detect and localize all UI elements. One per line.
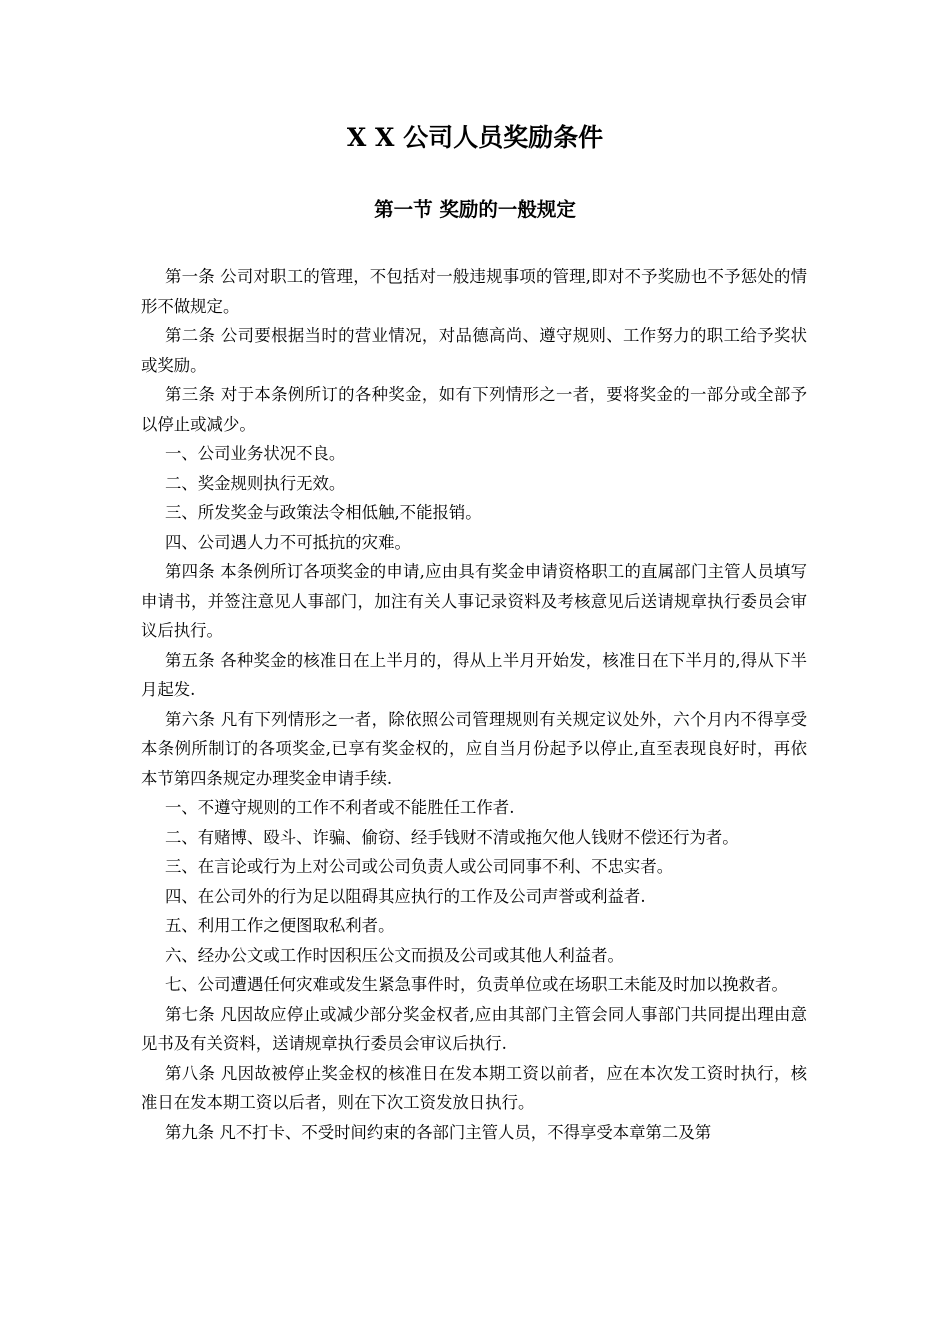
paragraph: 第四条 本条例所订各项奖金的申请,应由具有奖金申请资格职工的直属部门主管人员填写申请书，并签注意见人事部门，加注有关人事记录资料及考核意见后送请规章执行委员会审议后执行。 — [141, 562, 807, 640]
paragraph: 第九条 凡不打卡、不受时间约束的各部门主管人员，不得享受本章第二及第 — [165, 1122, 712, 1142]
section-title: 第一节 奖励的一般规定 — [374, 198, 576, 221]
paragraph: 第二条 公司要根据当时的营业情况，对品德高尚、遵守规则、工作努力的职工给予奖状或奖励。 — [141, 326, 807, 375]
list-item: 四、在公司外的行为足以阻碍其应执行的工作及公司声誉或利益者. — [165, 886, 646, 906]
paragraph: 第一条 公司对职工的管理，不包括对一般违规事项的管理,即对不予奖励也不予惩处的情形不做规定。 — [141, 267, 807, 316]
list-item: 一、公司业务状况不良。 — [165, 444, 346, 463]
list-item: 二、有赌博、殴斗、诈骗、偷窃、经手钱财不清或拖欠他人钱财不偿还行为者。 — [165, 827, 739, 847]
list-item: 七、公司遭遇任何灾难或发生紧急事件时，负责单位或在场职工未能及时加以挽救者。 — [165, 975, 788, 994]
list-item: 二、奖金规则执行无效。 — [165, 473, 346, 493]
list-item: 五、利用工作之便图取私利者。 — [165, 916, 395, 935]
list-item: 六、经办公文或工作时因积压公文而损及公司或其他人利益者。 — [165, 945, 624, 965]
paragraph: 第五条 各种奖金的核准日在上半月的，得从上半月开始发，核准日在下半月的,得从下半月起发. — [141, 650, 807, 699]
document-title: X X 公司人员奖励条件 — [346, 123, 604, 152]
paragraph: 第八条 凡因故被停止奖金权的核准日在发本期工资以前者，应在本次发工资时执行，核准日在发本期工资以后者，则在下次工资发放日执行。 — [141, 1063, 807, 1112]
paragraph: 第六条 凡有下列情形之一者，除依照公司管理规则有关规定议处外，六个月内不得享受本条例所制订的各项奖金,已享有奖金权的，应自当月份起予以停止,直至表现良好时，再依本节第四条规定办理奖金申请手续. — [141, 709, 807, 788]
document-body — [141, 262, 807, 1147]
list-item: 三、在言论或行为上对公司或公司负责人或公司同事不利、不忠实者。 — [165, 857, 674, 876]
list-item: 四、公司遇人力不可抵抗的灾难。 — [165, 532, 411, 552]
paragraph: 第七条 凡因故应停止或减少部分奖金权者,应由其部门主管会同人事部门共同提出理由意见书及有关资料，送请规章执行委员会审议后执行. — [141, 1004, 807, 1053]
list-item: 一、不遵守规则的工作不利者或不能胜任工作者. — [165, 798, 515, 817]
paragraph: 第三条 对于本条例所订的各种奖金，如有下列情形之一者，要将奖金的一部分或全部予以停止或减少。 — [141, 385, 807, 434]
list-item: 三、所发奖金与政策法令相低触,不能报销。 — [165, 503, 482, 522]
